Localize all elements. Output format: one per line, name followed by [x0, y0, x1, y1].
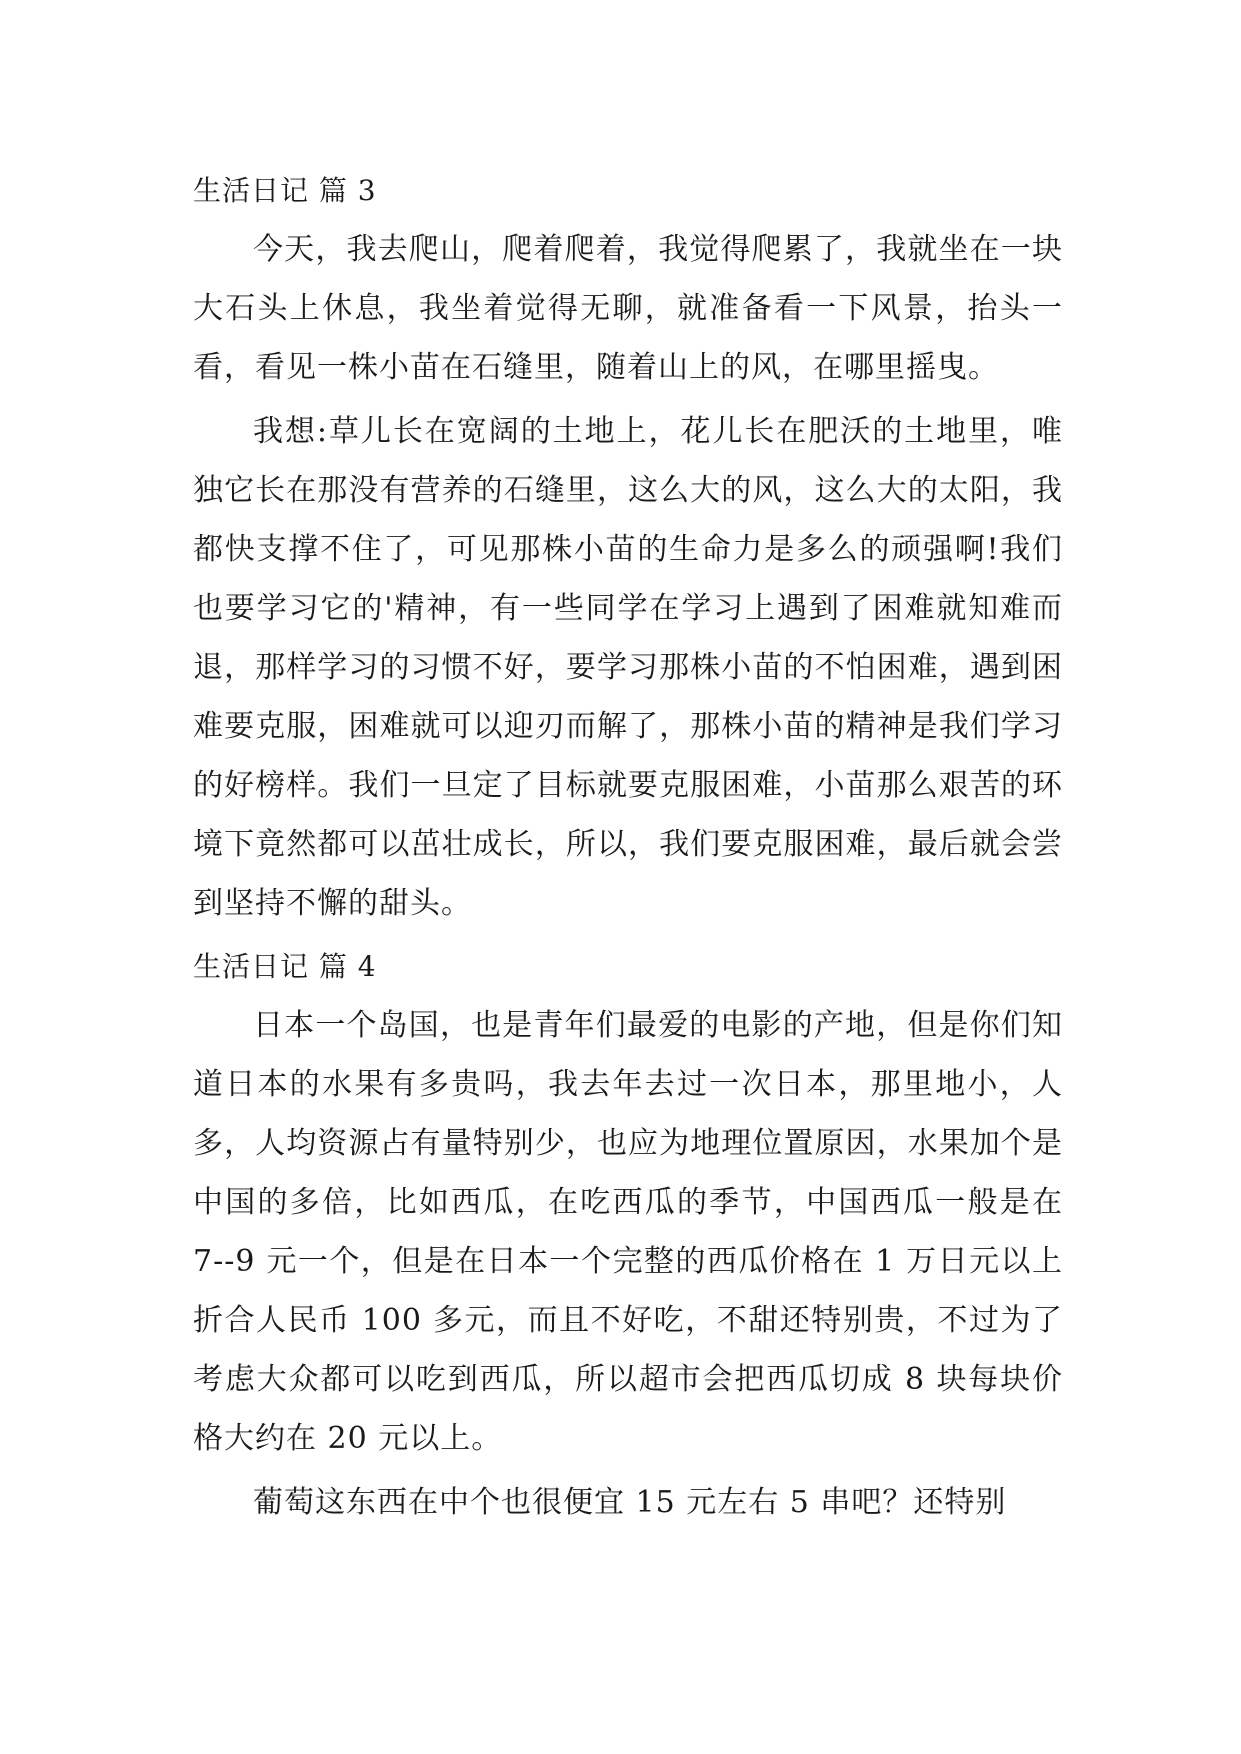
diary-section-4 — [193, 938, 1063, 1532]
paragraph: 日本一个岛国，也是青年们最爱的电影的产地，但是你们知道日本的水果有多贵吗，我去年去过一次日本，那里地小，人多，人均资源占有量特别少，也应为地理位置原因，水果加个是中国的多倍，比如西瓜，在吃西瓜的季节，中国西瓜一般是在 7--9 元一个，但是在日本一个完整的西瓜价格在 1 万日元以上折合人民币 100 多元，而且不好吃，不甜还特别贵，不过为了考虑大众都可以吃到西瓜，所以超市会把西瓜切成 8 块每块价格大约在 20 元以上。 — [193, 1008, 1063, 1456]
paragraph: 今天，我去爬山，爬着爬着，我觉得爬累了，我就坐在一块大石头上休息，我坐着觉得无聊，就准备看一下风景，抬头一看，看见一株小苗在石缝里，随着山上的风，在哪里摇曳。 — [193, 232, 1063, 385]
paragraph: 我想:草儿长在宽阔的土地上，花儿长在肥沃的土地里，唯独它长在那没有营养的石缝里，这么大的风，这么大的太阳，我都快支撑不住了，可见那株小苗的生命力是多么的顽强啊!我们也要学习它的'精神，有一些同学在学习上遇到了困难就知难而退，那样学习的习惯不好，要学习那株小苗的不怕困难，遇到困难要克服，困难就可以迎刃而解了，那株小苗的精神是我们学习的好榜样。我们一旦定了目标就要克服困难，小苗那么艰苦的环境下竟然都可以茁壮成长，所以，我们要克服困难，最后就会尝到坚持不懈的甜头。 — [193, 414, 1063, 921]
paragraph: 葡萄这东西在中个也很便宜 15 元左右 5 串吧？还特别 — [253, 1485, 1007, 1520]
document-body — [193, 162, 1063, 1532]
section-heading: 生活日记 篇 4 — [193, 950, 377, 983]
section-heading: 生活日记 篇 3 — [193, 174, 377, 207]
diary-section-3 — [193, 162, 1063, 933]
